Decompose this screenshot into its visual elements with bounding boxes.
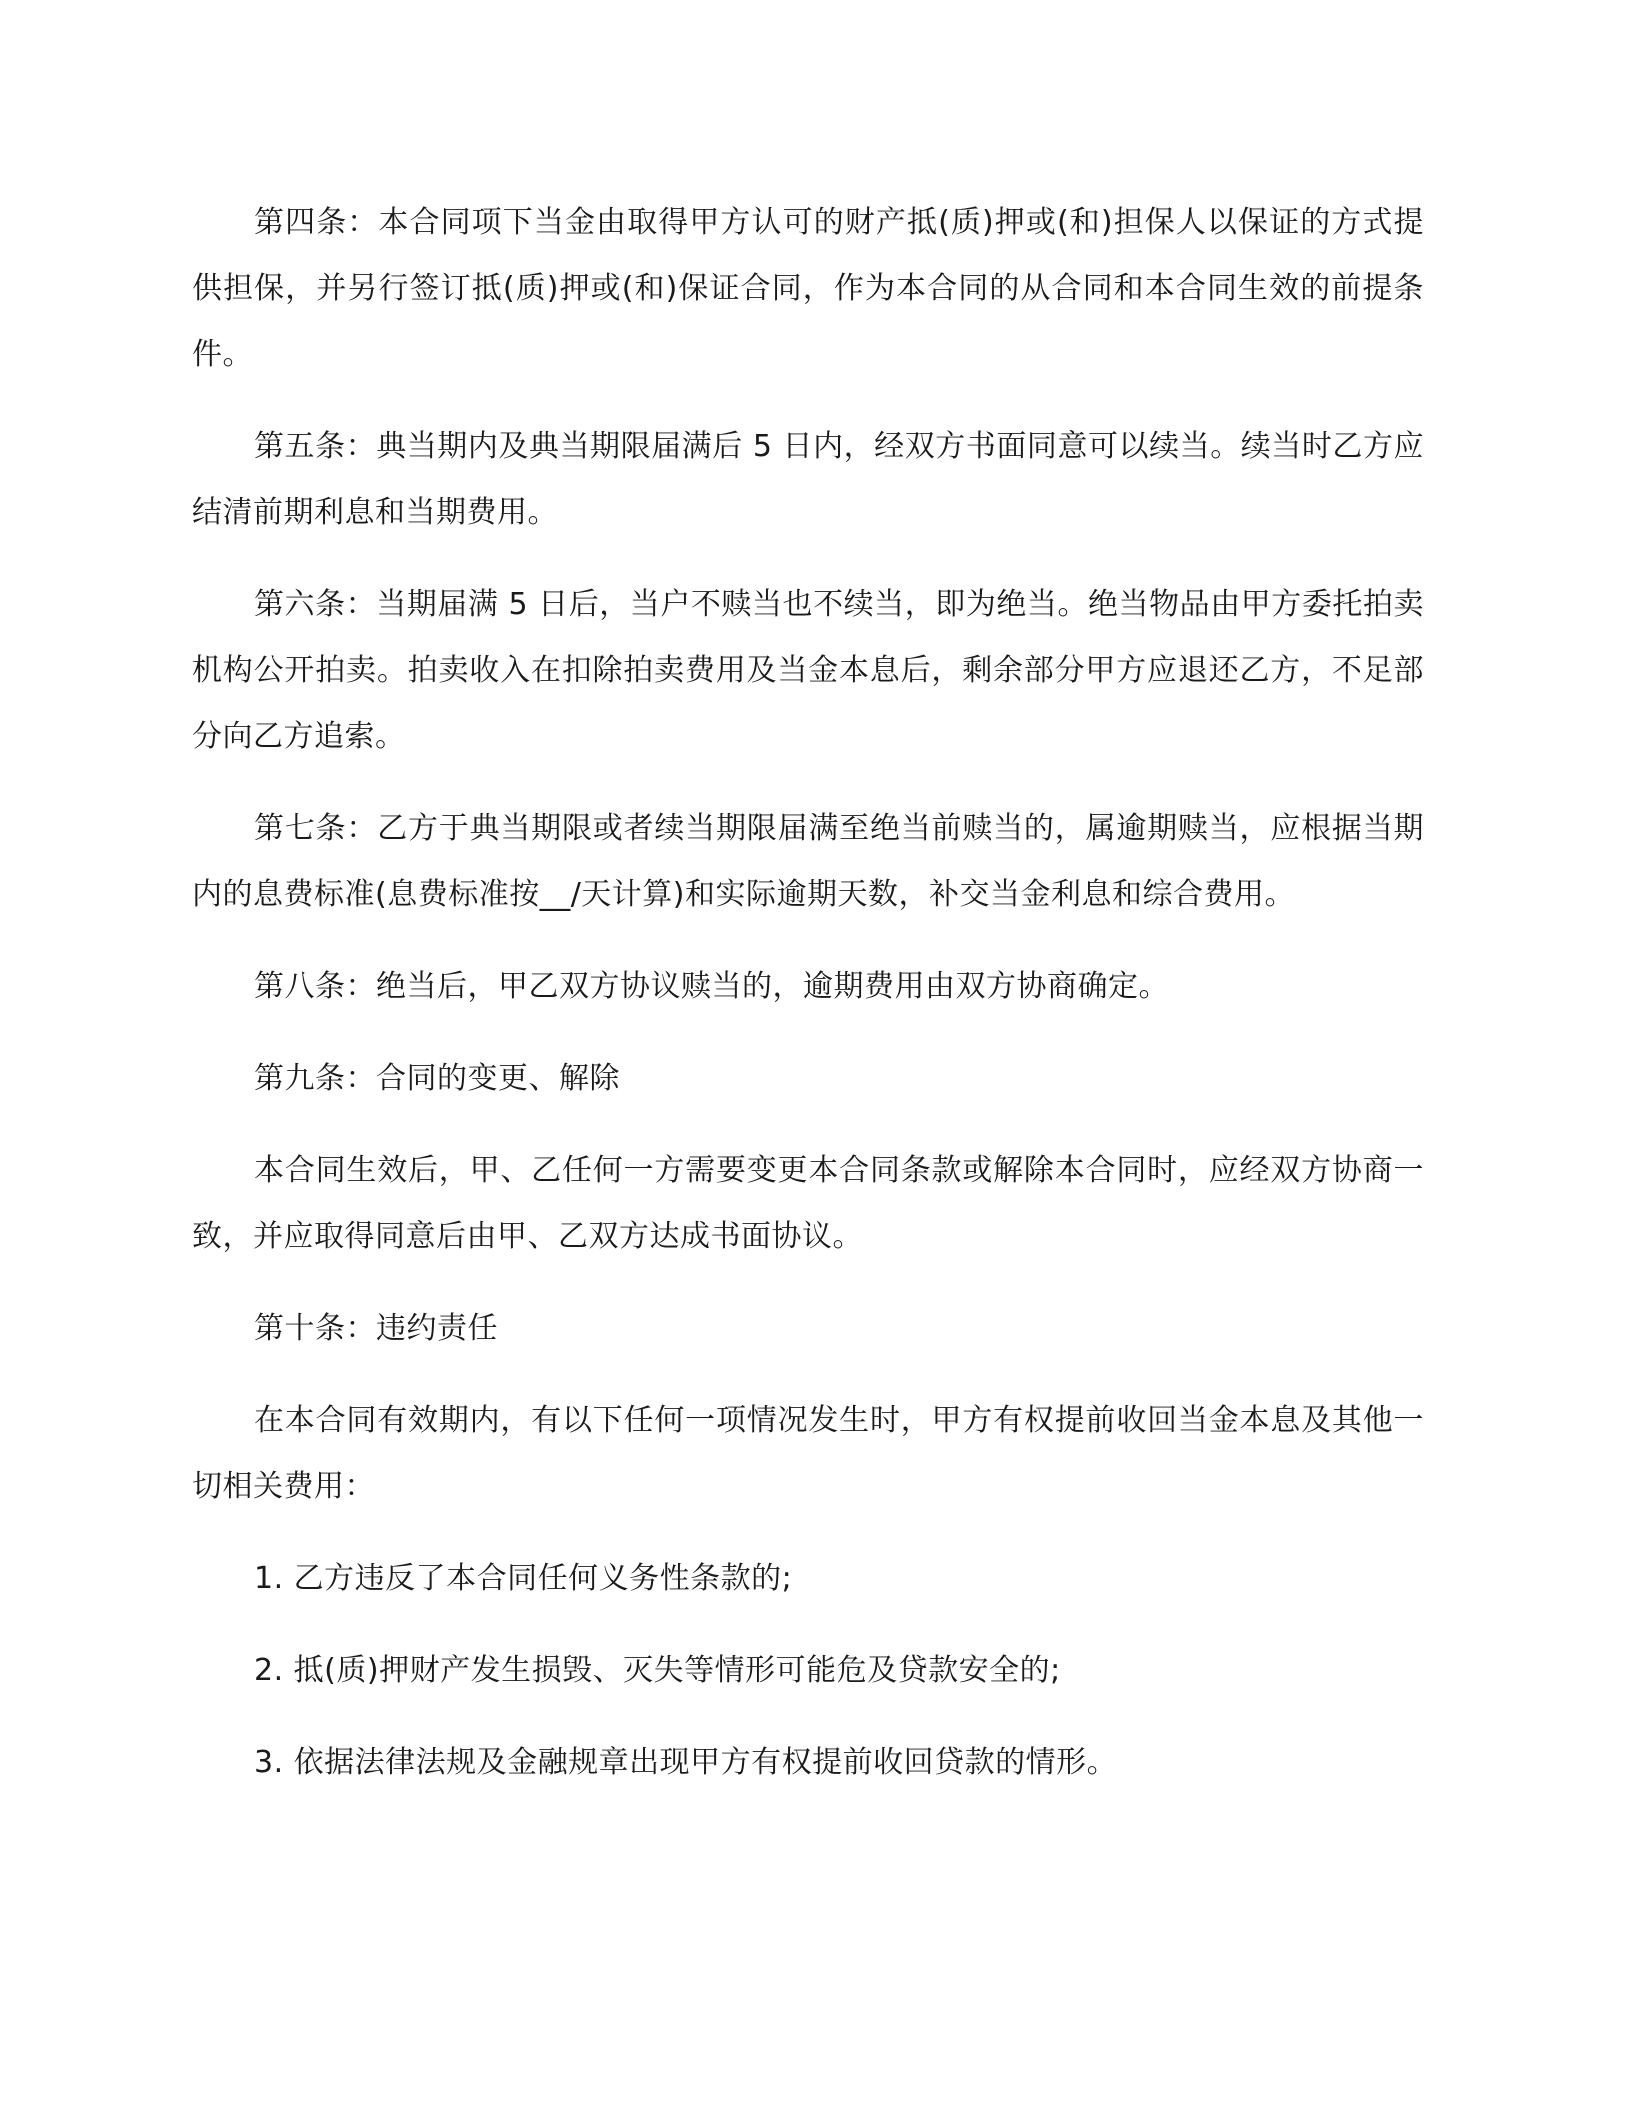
list-item-1: 1. 乙方违反了本合同任何义务性条款的; — [254, 1561, 793, 1596]
document-body — [192, 190, 1424, 1822]
article-10-heading: 第十条：违约责任 — [254, 1311, 498, 1346]
article-8-paragraph: 第八条：绝当后，甲乙双方协议赎当的，逾期费用由双方协商确定。 — [254, 969, 1169, 1004]
article-4-paragraph: 第四条：本合同项下当金由取得甲方认可的财产抵(质)押或(和)担保人以保证的方式提供担保，并另行签订抵(质)押或(和)保证合同，作为本合同的从合同和本合同生效的前提条件。 — [192, 205, 1424, 372]
article-5-paragraph: 第五条：典当期内及典当期限届满后 5 日内，经双方书面同意可以续当。续当时乙方应结清前期利息和当期费用。 — [192, 429, 1424, 530]
article-10-body: 在本合同有效期内，有以下任何一项情况发生时，甲方有权提前收回当金本息及其他一切相关费用： — [192, 1403, 1424, 1504]
article-9-body: 本合同生效后，甲、乙任何一方需要变更本合同条款或解除本合同时，应经双方协商一致，并应取得同意后由甲、乙双方达成书面协议。 — [192, 1153, 1424, 1254]
article-7-paragraph: 第七条：乙方于典当期限或者续当期限届满至绝当前赎当的，属逾期赎当，应根据当期内的息费标准(息费标准按__/天计算)和实际逾期天数，补交当金利息和综合费用。 — [192, 811, 1424, 912]
article-6-paragraph: 第六条：当期届满 5 日后，当户不赎当也不续当，即为绝当。绝当物品由甲方委托拍卖机构公开拍卖。拍卖收入在扣除拍卖费用及当金本息后，剩余部分甲方应退还乙方，不足部分向乙方追索。 — [192, 587, 1424, 754]
article-9-heading: 第九条：合同的变更、解除 — [254, 1061, 620, 1096]
list-item-2: 2. 抵(质)押财产发生损毁、灭失等情形可能危及贷款安全的; — [254, 1653, 1061, 1688]
list-item-3: 3. 依据法律法规及金融规章出现甲方有权提前收回贷款的情形。 — [254, 1745, 1118, 1780]
